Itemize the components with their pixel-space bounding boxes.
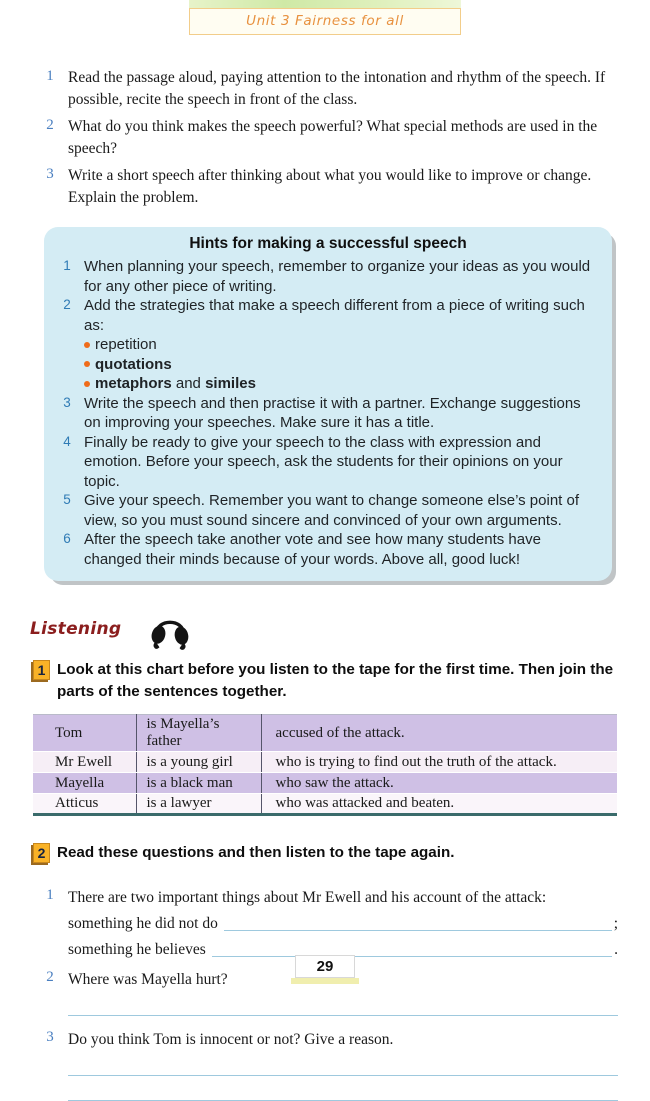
table-row	[33, 794, 617, 815]
item-number: 2	[46, 968, 54, 985]
list-item	[40, 165, 620, 209]
table-cell: who was attacked and beaten.	[261, 794, 617, 815]
bullet-icon	[84, 361, 90, 367]
item-number: 2	[63, 297, 71, 312]
list-item	[40, 67, 620, 111]
item-number: 6	[63, 531, 71, 546]
hint-item	[58, 491, 598, 530]
table-cell: who is trying to find out the truth of the attack.	[261, 752, 617, 773]
item-number: 5	[63, 492, 71, 507]
hints-title: Hints for making a successful speech	[189, 235, 467, 252]
bullet-item	[84, 374, 598, 394]
task-number-badge: 1	[33, 660, 50, 680]
item-number: 1	[63, 258, 71, 273]
question-text: Where was Mayella hurt?	[68, 970, 228, 988]
bullet-icon	[84, 381, 90, 387]
bullet-text: repetition	[95, 336, 157, 353]
answer-blank-line	[68, 1076, 618, 1101]
unit-banner	[189, 0, 461, 35]
item-text: When planning your speech, remember to organize your ideas as you would for any other piece of writing.	[84, 258, 591, 295]
fill-label: something he believes	[68, 940, 206, 958]
fill-in-row	[68, 909, 618, 935]
table-cell: Atticus	[33, 794, 136, 815]
table-cell: Tom	[33, 715, 136, 752]
item-text: Write a short speech after thinking about what you would like to improve or change. Explain the problem.	[68, 167, 592, 206]
bullet-text: metaphors	[95, 375, 172, 392]
listening-section-header	[30, 605, 650, 653]
answer-blank-line	[224, 930, 612, 931]
page-number: 29	[295, 955, 356, 978]
item-number: 3	[46, 1028, 54, 1045]
item-text: Read the passage aloud, paying attention to the intonation and rhythm of the speech. If possible, recite the speech in front of the class.	[68, 69, 606, 108]
page-number-strip	[291, 978, 359, 984]
matching-table	[33, 714, 617, 816]
table-cell: Mr Ewell	[33, 752, 136, 773]
item-number: 3	[63, 394, 71, 410]
listening-task-2	[33, 842, 650, 864]
hint-item	[58, 394, 598, 433]
table-cell: who saw the attack.	[261, 773, 617, 794]
listening-heading: Listening	[30, 619, 122, 639]
hint-item	[58, 530, 598, 569]
item-number: 3	[46, 166, 54, 182]
bullet-text: and	[175, 375, 201, 392]
unit-title: Unit 3 Fairness for all	[246, 13, 404, 29]
question-text: There are two important things about Mr Ewell and his account of the attack:	[68, 888, 547, 906]
hint-bullet-list	[84, 335, 598, 394]
answer-blank-line	[68, 991, 618, 1016]
bullet-text: similes	[205, 375, 256, 392]
table-cell: is a lawyer	[136, 794, 261, 815]
answer-blank-line	[68, 1051, 618, 1076]
headphones-icon	[147, 607, 193, 656]
item-text: After the speech take another vote and see how many students have changed their minds because of your words. Above all, good luck!	[84, 531, 541, 568]
table-cell: is a young girl	[136, 752, 261, 773]
table-row	[33, 715, 617, 752]
bullet-text: quotations	[95, 355, 172, 373]
hint-item	[58, 433, 598, 492]
item-number: 1	[46, 886, 54, 903]
punctuation: ;	[613, 914, 618, 932]
item-number: 2	[46, 117, 54, 133]
table-row	[33, 752, 617, 773]
punctuation: .	[614, 940, 618, 958]
speaking-task-list	[40, 67, 620, 209]
table-cell: is a black man	[136, 773, 261, 794]
task-instruction: Look at this chart before you listen to the tape for the first time. Then join the parts of the sentences together.	[57, 661, 614, 700]
hint-item	[58, 296, 598, 335]
table-cell: accused of the attack.	[261, 715, 617, 752]
question-text: Do you think Tom is innocent or not? Give a reason.	[68, 1030, 394, 1048]
listening-task-1	[33, 659, 650, 702]
list-item	[40, 116, 620, 160]
table-row	[33, 773, 617, 794]
item-text: Add the strategies that make a speech different from a piece of writing such as:	[84, 297, 585, 334]
item-number: 4	[63, 433, 71, 449]
table-cell: is Mayella’s father	[136, 715, 261, 752]
item-text: Finally be ready to give your speech to the class with expression and emotion. Before your speech, ask the students for their opinions on your topic.	[84, 433, 563, 490]
item-number: 1	[46, 68, 54, 84]
bullet-icon	[84, 342, 90, 348]
page-footer	[0, 955, 650, 984]
hints-box	[44, 227, 612, 581]
fill-label: something he did not do	[68, 914, 218, 932]
question-1	[40, 886, 618, 961]
question-body	[60, 886, 618, 961]
bullet-item	[84, 355, 598, 375]
bullet-item	[84, 335, 598, 355]
item-text: What do you think makes the speech powerful? What special methods are used in the speech?	[68, 118, 598, 157]
task-instruction: Read these questions and then listen to the tape again.	[57, 844, 455, 861]
item-text: Give your speech. Remember you want to change someone else’s point of view, so you must sound sincere and convinced of your own arguments.	[84, 492, 579, 529]
unit-title-box	[189, 8, 461, 35]
hint-item	[58, 257, 598, 296]
table-cell: Mayella	[33, 773, 136, 794]
banner-green-strip	[189, 0, 461, 8]
question-3	[40, 1028, 618, 1101]
question-body	[60, 1028, 618, 1101]
task-number-badge: 2	[33, 843, 50, 863]
question-list	[40, 886, 618, 1101]
item-text: Write the speech and then practise it with a partner. Exchange suggestions on improving your speeches. Make sure it has a title.	[84, 394, 581, 431]
